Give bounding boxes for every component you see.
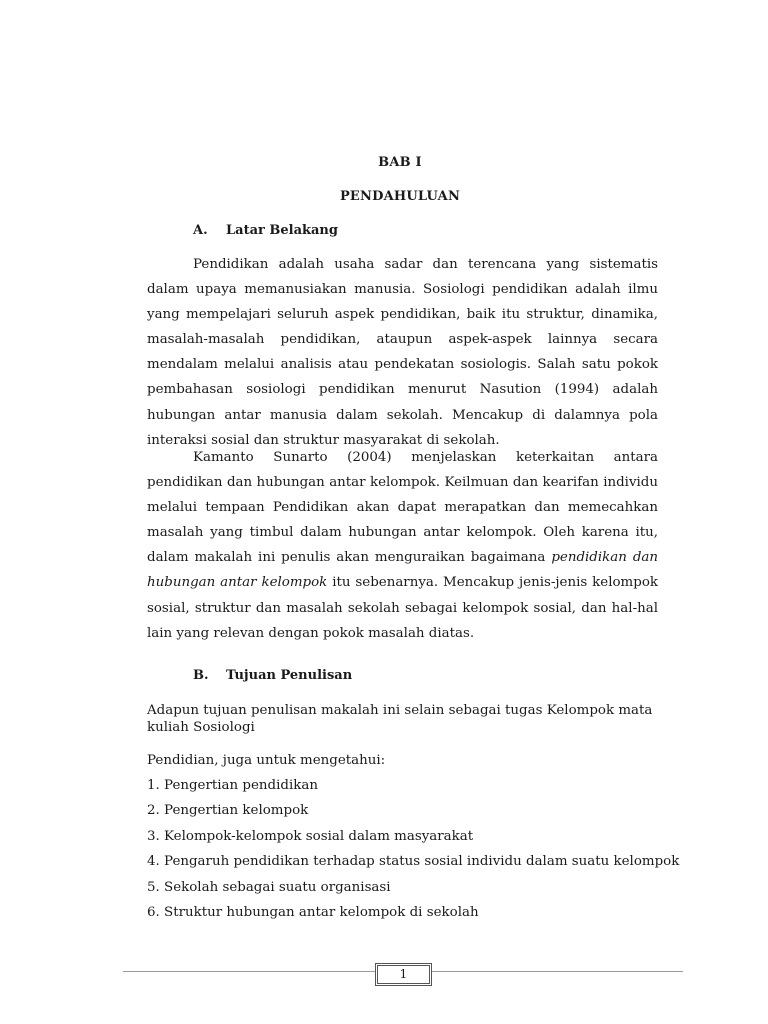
section-number: A. [193,223,208,238]
emphasized-phrase: pendidikan dan hubungan antar kelompok [147,550,658,591]
list-intro: Pendidian, juga untuk mengetahui: [147,753,386,768]
paragraph-text: itu sebenarnya. Mencakup jenis-jenis kelompok sosial, struktur dan masalah sekolah sebagai kelompok sosial, dan hal-hal lain yang relevan dengan pokok masalah diatas. [147,575,658,641]
paragraph-background-2 [147,445,658,646]
list-item: 6. Struktur hubungan antar kelompok di sekolah [147,904,479,920]
list-item: 3. Kelompok-kelompok sosial dalam masyarakat [147,828,474,844]
section-title: Tujuan Penulisan [226,668,353,683]
aim-paragraph: Adapun tujuan penulisan makalah ini selain sebagai tugas Kelompok mata kuliah Sosiologi [147,703,653,735]
chapter-title: PENDAHULUAN [339,189,461,204]
chapter-heading: BAB I [378,155,422,170]
list-item: 1. Pengertian pendidikan [147,778,318,793]
list-item: 2. Pengertian kelompok [147,803,309,819]
section-heading-a [193,223,338,238]
section-heading-b [193,668,352,683]
section-number: B. [193,668,209,683]
paragraph-text: Kamanto Sunarto (2004) menjelaskan keterkaitan antara pendidikan dan hubungan antar kelompok. Keilmuan dan kearifan individu melalui tempaan Pendidikan akan dapat merapatkan dan memecahkan masalah yang timbul dalam hubungan antar kelompok. Oleh karena itu, dalam makalah ini penulis akan menguraikan bagaimana [147,450,658,566]
page-number: 1 [375,963,432,986]
objectives-list [147,777,679,929]
paragraph-background-1: Pendidikan adalah usaha sadar dan terencana yang sistematis dalam upaya memanusiakan manusia. Sosiologi pendidikan adalah ilmu yang mempelajari seluruh aspek pendidikan, baik itu struktur, dinamika, masalah-masalah pendidikan, ataupun aspek-aspek lainnya secara mendalam melalui analisis atau pendekatan sosiologis. Salah satu pokok pembahasan sosiologi pendidikan menurut Nasution (1994) adalah hubungan antar manusia dalam sekolah. Mencakup di dalamnya pola interaksi sosial dan struktur masyarakat di sekolah. [147,257,658,448]
list-item: 4. Pengaruh pendidikan terhadap status sosial individu dalam suatu kelompok [147,854,680,870]
list-item: 5. Sekolah sebagai suatu organisasi [147,879,391,895]
section-title: Latar Belakang [226,223,338,238]
